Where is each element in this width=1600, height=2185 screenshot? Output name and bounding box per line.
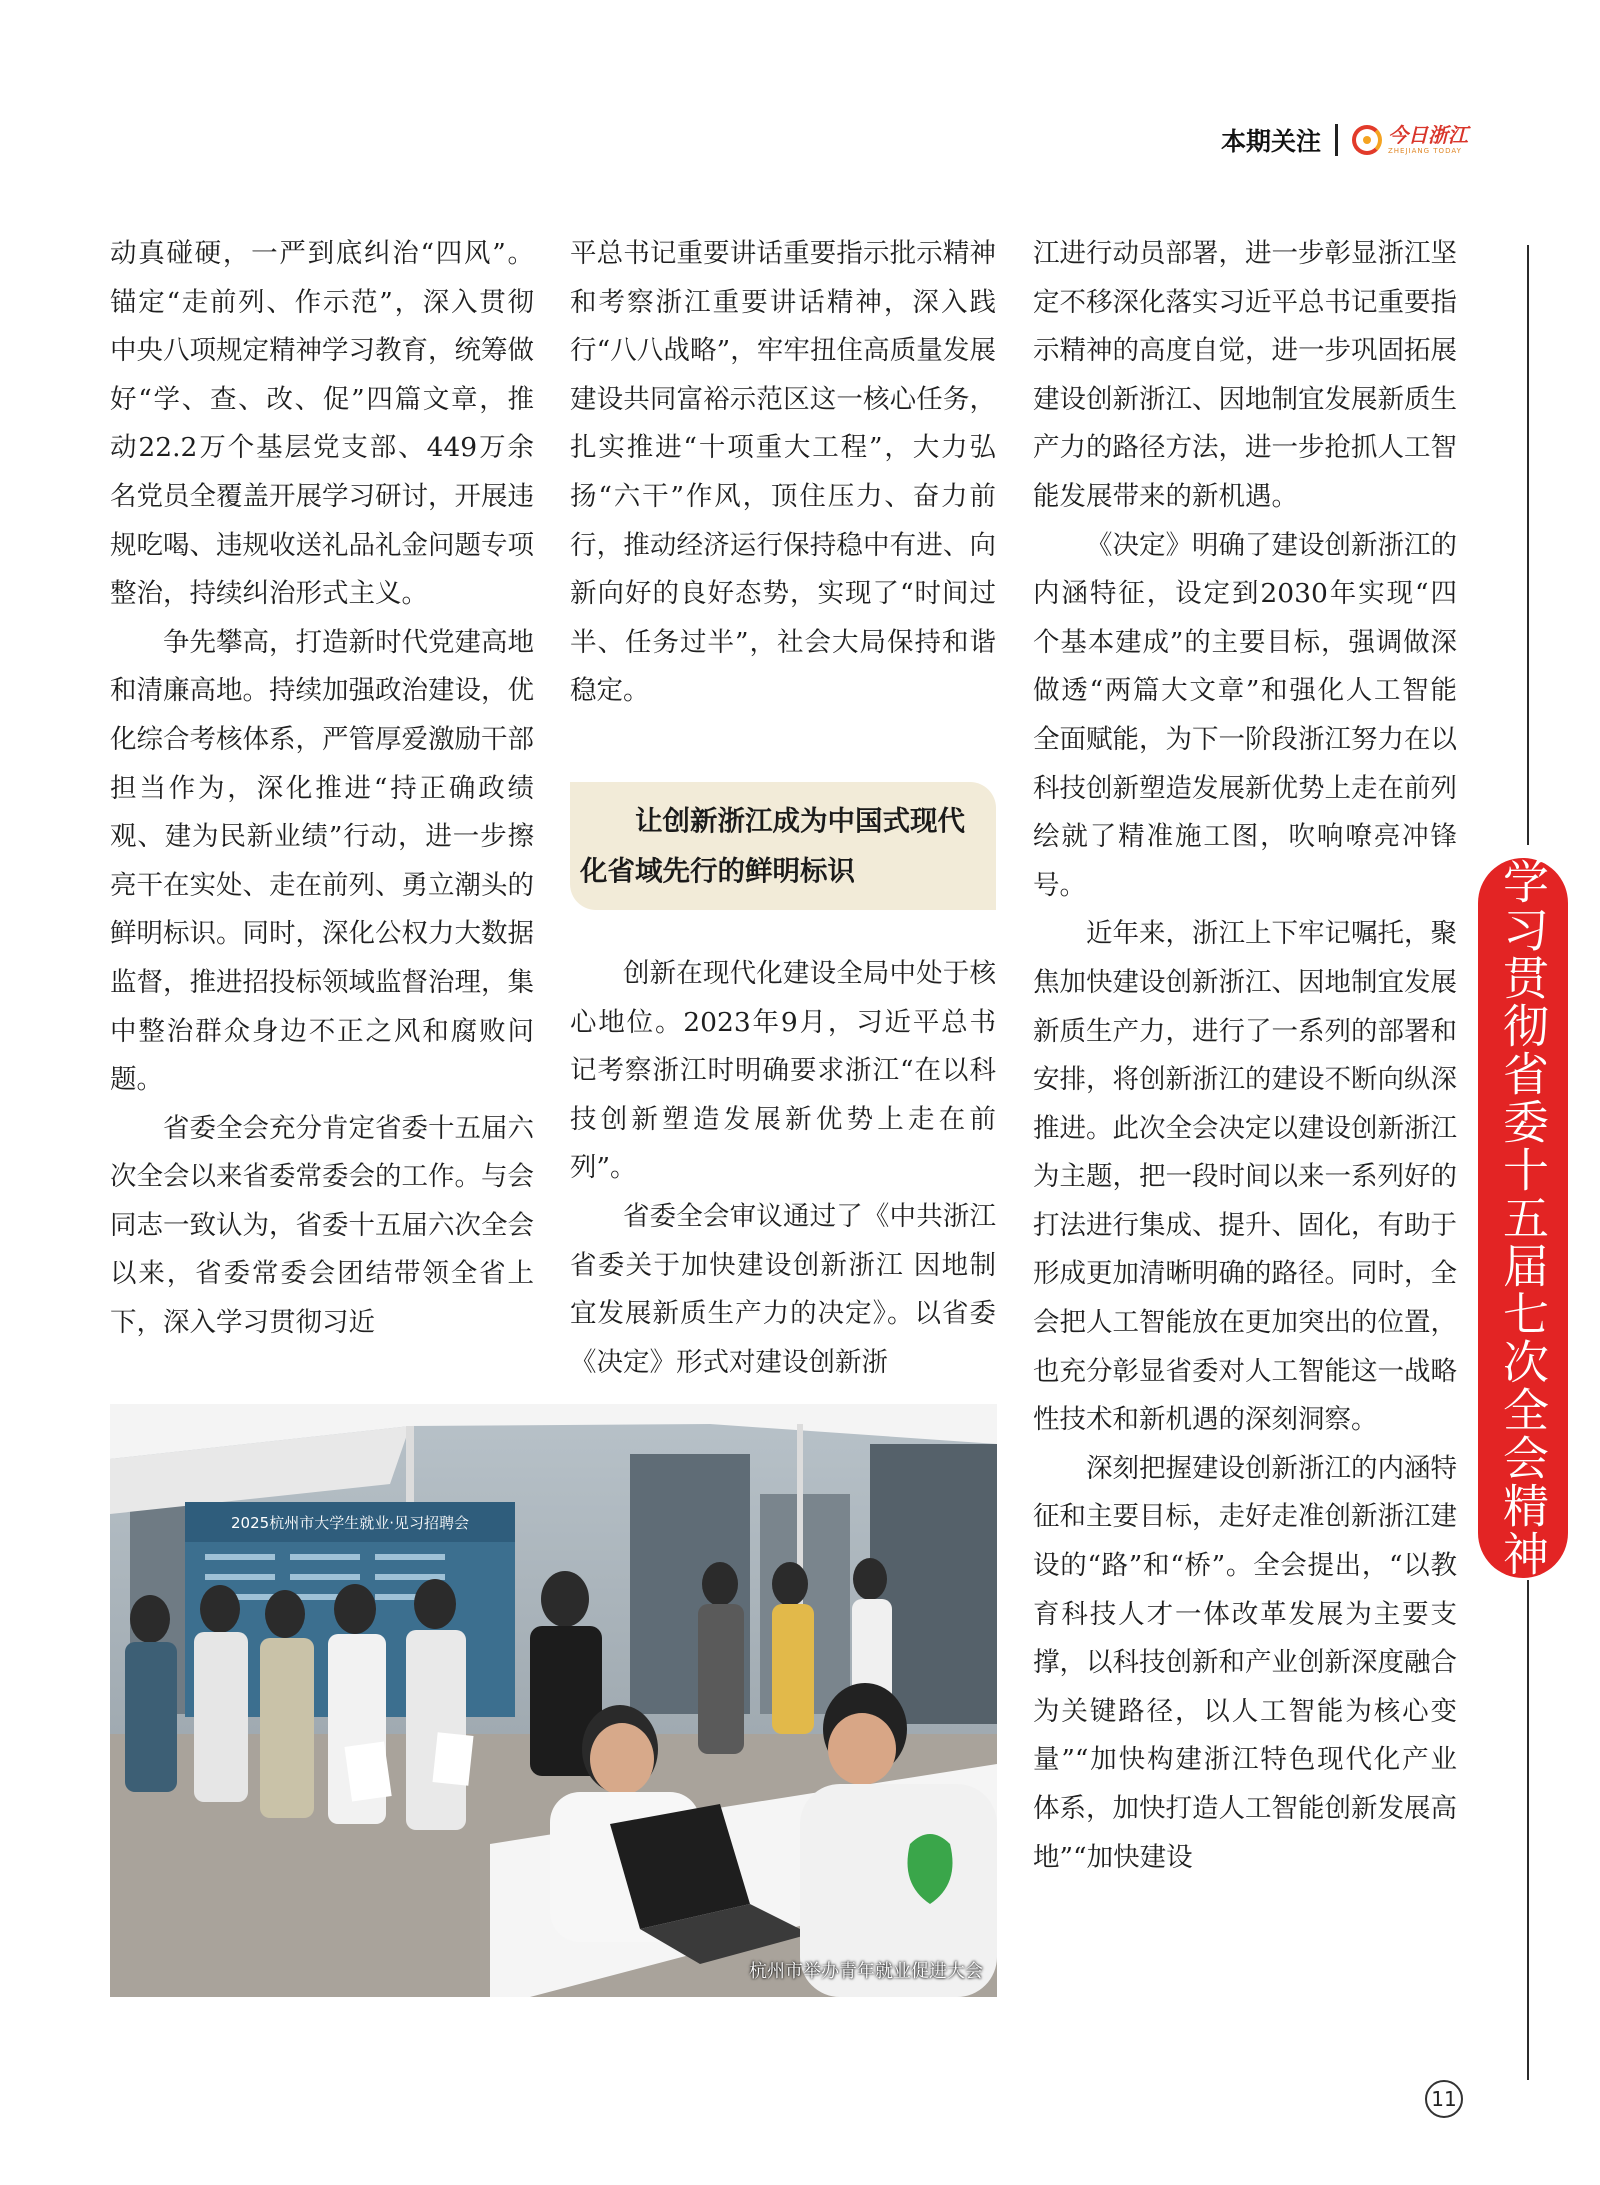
paragraph: 创新在现代化建设全局中处于核心地位。2023年9月，习近平总书记考察浙江时明确要求浙江“在以科技创新塑造发展新优势上走在前列”。 — [570, 957, 996, 1184]
photo-banner-text: 2025杭州市大学生就业·见习招聘会 — [231, 1514, 469, 1532]
section-subheading: 让创新浙江成为中国式现代化省域先行的鲜明标识 — [570, 782, 996, 910]
paragraph: 动真碰硬，一严到底纠治“四风”。锚定“走前列、作示范”，深入贯彻中央八项规定精神学习教育，统筹做好“学、查、改、促”四篇文章，推动22.2万个基层党支部、449万余名党员全覆盖开展学习研讨，开展违规吃喝、违规收送礼品礼金问题专项整治，持续纠治形式主义。 — [110, 238, 534, 610]
brand-logo — [1352, 125, 1468, 155]
photo-illustration — [110, 1404, 997, 1997]
article-column-1 — [110, 230, 534, 1348]
paragraph: 争先攀高，打造新时代党建高地和清廉高地。持续加强政治建设，优化综合考核体系，严管厚爱激励干部担当作为，深化推进“持正确政绩观、建为民新业绩”行动，进一步擦亮干在实处、走在前列、勇立潮头的鲜明标识。同时，深化公权力大数据监督，推进招投标领域监督治理，集中整治群众身边不正之风和腐败问题。 — [110, 626, 534, 1096]
header-divider — [1335, 124, 1338, 156]
job-fair-photo — [110, 1404, 997, 1997]
paragraph: 省委全会审议通过了《中共浙江省委关于加快建设创新浙江 因地制宜发展新质生产力的决定》。以省委《决定》形式对建设创新浙 — [570, 1200, 996, 1378]
rail-divider-top — [1527, 245, 1529, 845]
page-header — [1221, 118, 1468, 162]
brand-name-en: ZHEJIANG TODAY — [1388, 147, 1462, 155]
article-column-3 — [1033, 230, 1457, 1882]
page-number: 11 — [1425, 2080, 1463, 2118]
brand-name-cn: 今日浙江 — [1388, 123, 1468, 147]
side-theme-text: 学习贯彻省委十五届七次全会精神 — [1496, 858, 1550, 1578]
photo-caption: 杭州市举办青年就业促进大会 — [749, 1961, 983, 1982]
paragraph: 省委全会充分肯定省委十五届六次全会以来省委常委会的工作。与会同志一致认为，省委十五届六次全会以来，省委常委会团结带领全省上下，深入学习贯彻习近 — [110, 1112, 534, 1339]
paragraph: 近年来，浙江上下牢记嘱托，聚焦加快建设创新浙江、因地制宜发展新质生产力，进行了一系列的部署和安排，将创新浙江的建设不断向纵深推进。此次全会决定以建设创新浙江为主题，把一段时间以来一系列好的打法进行集成、提升、固化，有助于形成更加清晰明确的路径。同时，全会把人工智能放在更加突出的位置，也充分彰显省委对人工智能这一战略性技术和新机遇的深刻洞察。 — [1033, 918, 1457, 1436]
side-theme-banner — [1478, 858, 1568, 1578]
rail-divider-bottom — [1527, 1580, 1529, 2080]
paragraph: 平总书记重要讲话重要指示批示精神和考察浙江重要讲话精神，深入践行“八八战略”，牢牢扭住高质量发展建设共同富裕示范区这一核心任务，扎实推进“十项重大工程”，大力弘扬“六干”作风，顶住压力、奋力前行，推动经济运行保持稳中有进、向新向好的良好态势，实现了“时间过半、任务过半”，社会大局保持和谐稳定。 — [570, 238, 996, 707]
paragraph: 深刻把握建设创新浙江的内涵特征和主要目标，走好走准创新浙江建设的“路”和“桥”。全会提出，“以教育科技人才一体改革发展为主要支撑，以科技创新和产业创新深度融合为关键路径，以人工智能为核心变量”“加快构建浙江特色现代化产业体系，加快打造人工智能创新发展高地”“加快建设 — [1033, 1452, 1457, 1873]
section-label: 本期关注 — [1220, 127, 1321, 156]
paragraph: 江进行动员部署，进一步彰显浙江坚定不移深化落实习近平总书记重要指示精神的高度自觉，进一步巩固拓展建设创新浙江、因地制宜发展新质生产力的路径方法，进一步抢抓人工智能发展带来的新机遇。 — [1033, 238, 1457, 512]
brand-sun-icon — [1352, 125, 1382, 155]
paragraph: 《决定》明确了建设创新浙江的内涵特征，设定到2030年实现“四个基本建成”的主要目标，强调做深做透“两篇大文章”和强化人工智能全面赋能，为下一阶段浙江努力在以科技创新塑造发展新优势上走在前列绘就了精准施工图，吹响嘹亮冲锋号。 — [1033, 529, 1457, 901]
article-column-2 — [570, 230, 996, 1387]
